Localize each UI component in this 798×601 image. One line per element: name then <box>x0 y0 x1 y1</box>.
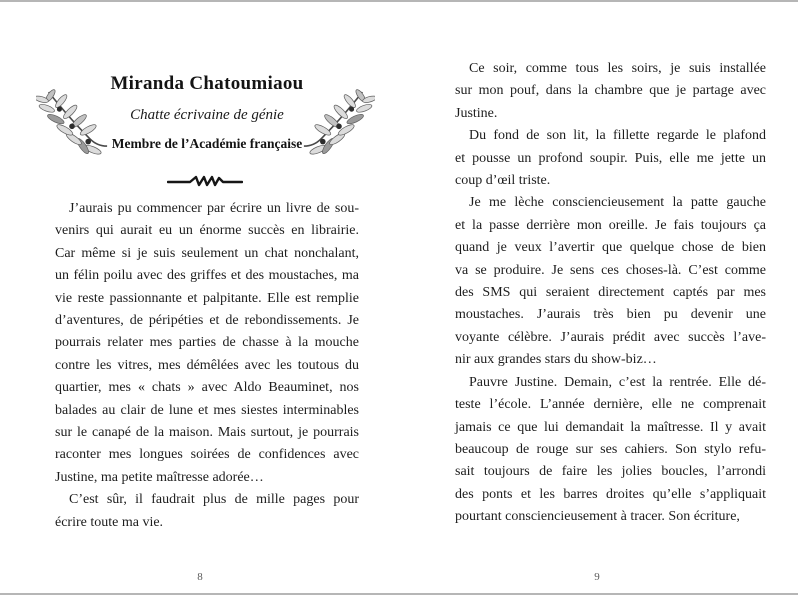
page-number-left: 8 <box>197 571 203 583</box>
text-line: des ponts et les barres droites qu’elle s’appliquait <box>455 486 766 502</box>
text-line: Ce soir, comme tous les soirs, je suis installée <box>469 61 766 76</box>
text-line: quartier, mes « chats » avec Aldo Beauminet, nos <box>55 380 359 396</box>
text-line: Justine, ma petite maîtresse adorée… <box>55 469 264 485</box>
paragraph <box>455 58 766 125</box>
text-line: écrire toute ma vie. <box>55 514 164 530</box>
author-membership: Membre de l’Académie française <box>111 136 303 151</box>
scribble-divider-icon <box>167 174 243 188</box>
text-line: Je me lèche consciencieusement la patte gauche <box>469 195 766 211</box>
author-role: Chatte écrivaine de génie <box>130 107 284 123</box>
text-line: nir aux grandes stars du show-biz… <box>455 352 657 368</box>
text-line: sur mon pouf, dans la chambre que je partage avec <box>455 83 766 99</box>
text-line: sait toujours de faire les jolies boucles, l’arrondi <box>455 464 766 480</box>
top-edge-line <box>0 0 798 2</box>
paragraph <box>455 192 766 371</box>
text-line: Du fond de son lit, la fillette regarde le plafond <box>469 128 766 144</box>
text-line: coup d’œil triste. <box>455 173 551 189</box>
text-line: venirs qui aurait eu un énorme succès en librairie. <box>55 223 359 239</box>
text-line: et la passe derrière mon oreille. Je fais toujours ça <box>455 217 766 233</box>
text-line: C’est sûr, il faudrait plus de mille pages pour <box>69 492 359 508</box>
text-line: des SMS qui seraient directement captés par mes <box>455 285 766 301</box>
paragraph <box>455 125 766 192</box>
text-line: d’aventures, de péripéties et de rebondissements. Je <box>55 313 359 329</box>
text-line: contre les vitres, mes démêlées avec les toutous du <box>55 357 359 373</box>
author-header <box>55 74 359 151</box>
text-line: pourrais relater mes parties de chasse à la mouche <box>55 335 359 351</box>
text-line: jamais ce que lui demandait la maîtresse. Il y avait <box>455 419 766 435</box>
author-name: Miranda Chatoumiaou <box>110 73 304 94</box>
text-line: moustaches. J’aurais très bien pu devenir une <box>455 307 766 323</box>
paragraph <box>55 198 359 489</box>
left-page-text <box>55 198 359 534</box>
page-number-right: 9 <box>594 571 600 583</box>
text-line: quand je veux l’avertir que quelque chose de bien <box>455 240 766 256</box>
bottom-edge-line <box>0 593 798 595</box>
text-line: et pousse un profond soupir. Puis, elle me jette un <box>455 150 766 166</box>
text-line: Pauvre Justine. Demain, c’est la rentrée. Elle dé- <box>469 374 766 390</box>
paragraph <box>55 489 359 534</box>
text-line: vie reste passionnante et palpitante. Elle est remplie <box>55 290 359 306</box>
text-line: beaucoup de rouge sur ses cahiers. Son stylo refu- <box>455 441 766 457</box>
text-line: Justine. <box>455 105 498 121</box>
text-line: sur le canapé de la maison. Mais surtout, je pourrais <box>55 425 359 441</box>
right-page-text <box>455 58 766 529</box>
paragraph <box>455 372 766 529</box>
text-line: va se produire. Je sens ces choses-là. C’est comme <box>455 262 766 278</box>
text-line: Car même si je suis seulement un chat nonchalant, <box>55 245 359 261</box>
text-line: teste l’école. L’année dernière, elle ne comprenait <box>455 397 766 413</box>
text-line: un félin poilu avec des griffes et des moustaches, ma <box>55 268 359 284</box>
text-line: J’aurais pu commencer par écrire un livre de sou- <box>69 201 359 216</box>
text-line: raconter mes longues soirées de confidences avec <box>55 447 359 463</box>
text-line: balades au clair de lune et mes siestes interminables <box>55 402 359 418</box>
text-line: voyante célèbre. J’aurais prédit avec succès l’ave- <box>455 329 766 345</box>
text-line: pourtant consciencieusement à tracer. Son écriture, <box>455 509 740 525</box>
